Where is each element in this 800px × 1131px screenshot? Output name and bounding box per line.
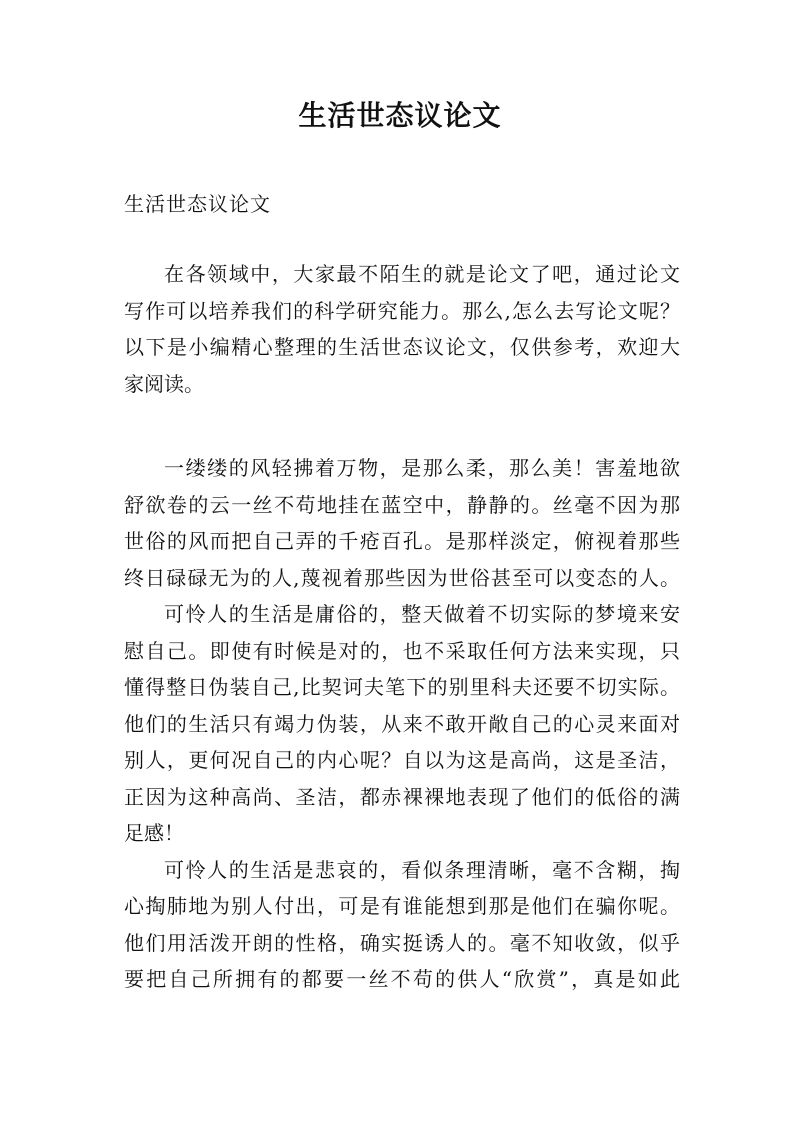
paragraph-line: 家阅读。 bbox=[124, 371, 204, 396]
intro-paragraph bbox=[124, 256, 680, 402]
paragraph-line: 心掏肺地为别人付出，可是有谁能想到那是他们在骗你呢。 bbox=[124, 894, 680, 918]
paragraph-line: 可怜人的生活是庸俗的，整天做着不切实际的梦境来安 bbox=[164, 602, 680, 626]
paragraph-line: 足感！ bbox=[124, 821, 184, 845]
paragraph-line: 以下是小编精心整理的生活世态议论文，仅供参考，欢迎大 bbox=[124, 335, 680, 359]
paragraph-line: 他们用活泼开朗的性格，确实挺诱人的。毫不知收敛，似乎 bbox=[124, 930, 680, 955]
paragraph-line: 写作可以培养我们的科学研究能力。那么,怎么去写论文呢？ bbox=[124, 298, 680, 323]
paragraph-3 bbox=[124, 852, 680, 998]
paragraph-line: 终日碌碌无为的人,蔑视着那些因为世俗甚至可以变态的人。 bbox=[124, 565, 680, 590]
document-title: 生活世态议论文 bbox=[298, 99, 502, 132]
paragraph-line: 一缕缕的风轻拂着万物，是那么柔，那么美！害羞地欲 bbox=[164, 456, 680, 480]
paragraph-line: 可怜人的生活是悲哀的，看似条理清晰，毫不含糊，掏 bbox=[164, 857, 680, 882]
paragraph-line: 正因为这种高尚、圣洁，都赤裸裸地表现了他们的低俗的满 bbox=[124, 784, 680, 809]
document-subtitle: 生活世态议论文 bbox=[124, 192, 271, 216]
paragraph-line: 他们的生活只有竭力伪装，从来不敢开敞自己的心灵来面对 bbox=[124, 711, 680, 736]
paragraph-line: 在各领域中，大家最不陌生的就是论文了吧，通过论文 bbox=[164, 262, 680, 286]
paragraph-line: 慰自己。即使有时候是对的，也不采取任何方法来实现，只 bbox=[124, 638, 680, 663]
paragraph-line: 舒欲卷的云一丝不苟地挂在蓝空中，静静的。丝毫不因为那 bbox=[124, 492, 680, 517]
body-text bbox=[124, 450, 680, 998]
paragraph-line: 懂得整日伪装自己,比契诃夫笔下的别里科夫还要不切实际。 bbox=[124, 675, 680, 699]
paragraph-2 bbox=[124, 596, 680, 852]
paragraph-line: 世俗的风而把自己弄的千疮百孔。是那样淡定，俯视着那些 bbox=[124, 529, 680, 553]
paragraph-1 bbox=[124, 450, 680, 596]
paragraph-line: 要把自己所拥有的都要一丝不苟的供人“欣赏”，真是如此 bbox=[124, 967, 680, 991]
paragraph-line: 别人，更何况自己的内心呢？自以为这是高尚，这是圣洁， bbox=[124, 748, 680, 772]
